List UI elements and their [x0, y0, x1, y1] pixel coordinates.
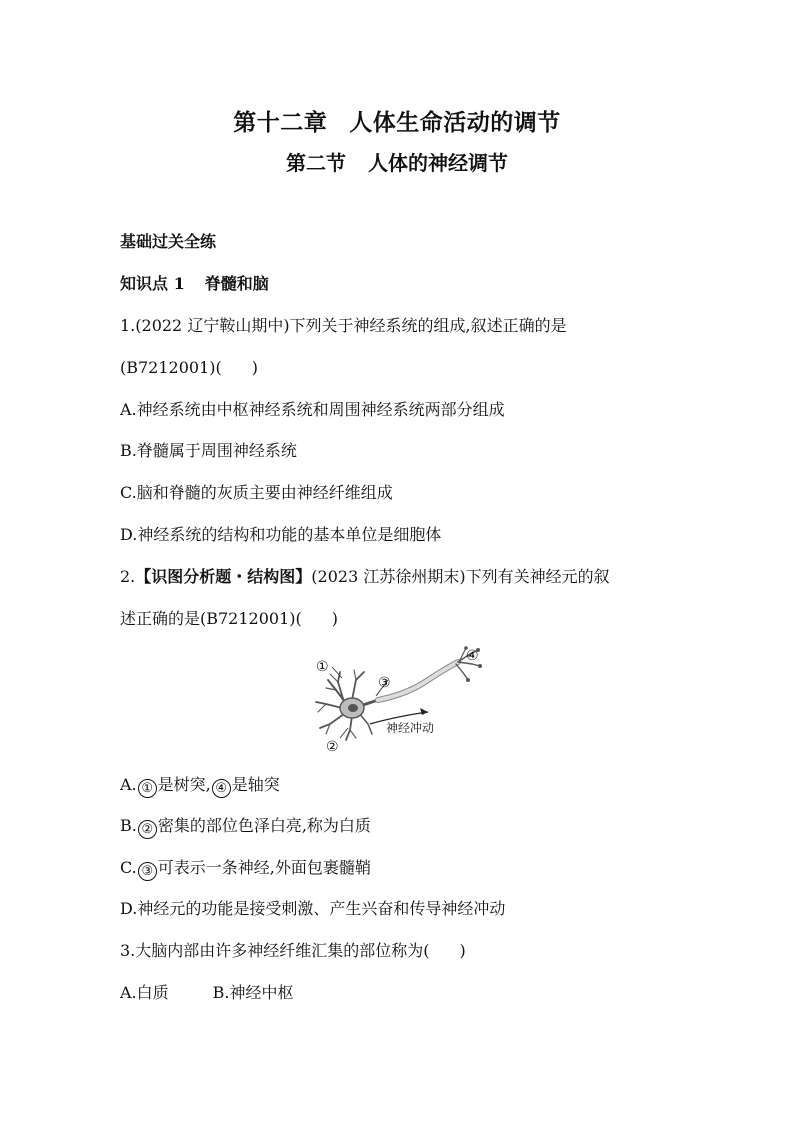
question-1-stem-line1: 1.(2022 辽宁鞍山期中)下列关于神经系统的组成,叙述正确的是 [120, 316, 567, 335]
question-2-stem-line1: 2.【识图分析题・结构图】(2023 江苏徐州期末)下列有关神经元的叙 [120, 567, 610, 586]
question-3-stem: 3.大脑内部由许多神经纤维汇集的部位称为( ) [120, 941, 466, 960]
practice-heading: 基础过关全练 [120, 232, 217, 251]
question-type-tag: 【识图分析题・结构图】 [135, 567, 312, 586]
chapter-number: 第十二章 [233, 109, 328, 136]
question-3-option-b[interactable]: B.神经中枢 [212, 983, 294, 1002]
question-3-options [120, 982, 294, 1004]
question-1-option-d[interactable]: D.神经系统的结构和功能的基本单位是细胞体 [120, 525, 442, 544]
question-1-option-a[interactable]: A.神经系统由中枢神经系统和周围神经系统两部分组成 [120, 400, 505, 419]
knowledge-point-label: 知识点 1 [120, 274, 185, 293]
question-3-option-a[interactable]: A.白质 [120, 983, 169, 1002]
figure-label-3: ③ [378, 675, 391, 691]
figure-label-4: ④ [466, 648, 479, 664]
chapter-title [0, 104, 794, 137]
question-1-stem-line2: (B7212001)( ) [120, 358, 258, 377]
figure-label-1: ① [316, 659, 329, 675]
knowledge-point-heading [120, 273, 269, 295]
question-2-option-d[interactable]: D.神经元的功能是接受刺激、产生兴奋和传导神经冲动 [120, 899, 506, 918]
chapter-name: 人体生命活动的调节 [349, 109, 561, 136]
question-2-option-a[interactable]: A. ① 是树突, ④ 是轴突 [120, 775, 280, 796]
figure-arrow-label: 神经冲动 [386, 721, 435, 735]
knowledge-point-title: 脊髓和脑 [204, 274, 269, 293]
question-2-option-b[interactable]: B. ② 密集的部位色泽白亮,称为白质 [120, 816, 371, 837]
question-1-option-b[interactable]: B.脊髓属于周围神经系统 [120, 441, 297, 460]
question-1-option-c[interactable]: C.脑和脊髓的灰质主要由神经纤维组成 [120, 483, 393, 502]
figure-label-2: ② [326, 739, 339, 754]
question-2-option-c[interactable]: C. ③ 可表示一条神经,外面包裹髓鞘 [120, 858, 371, 879]
neuron-diagram [308, 642, 488, 754]
question-2-stem-line2: 述正确的是(B7212001)( ) [120, 609, 338, 628]
section-title [0, 147, 794, 176]
section-number: 第二节 [286, 151, 346, 175]
section-name: 人体的神经调节 [368, 151, 508, 175]
